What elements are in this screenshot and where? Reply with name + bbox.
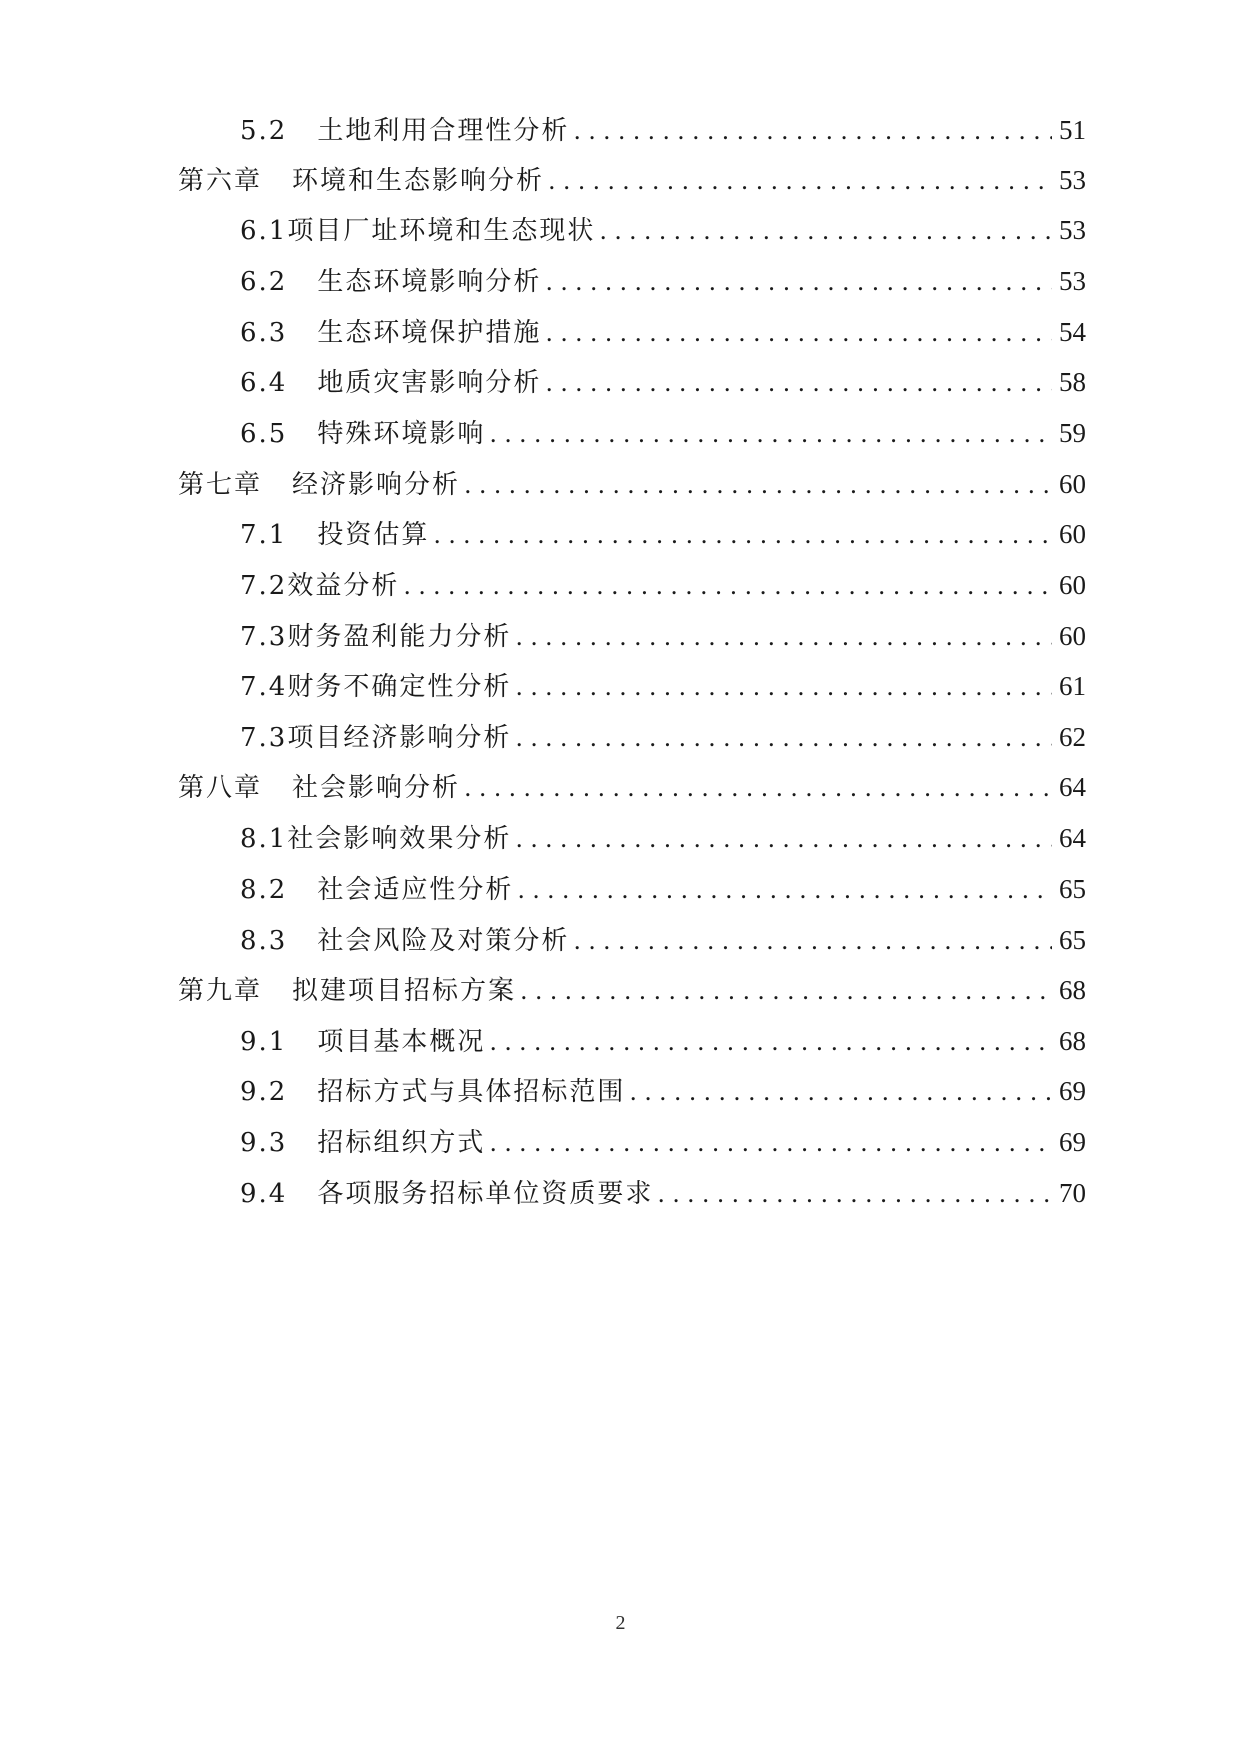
toc-entry-number: 第七章	[178, 470, 263, 500]
toc-entry-number: 第九章	[178, 976, 263, 1006]
toc-entry-title: 土地利用合理性分析	[317, 116, 570, 146]
toc-entry-page: 53	[1059, 266, 1086, 296]
toc-entry-number: 9.2	[240, 1077, 288, 1107]
toc-entry[interactable]	[240, 413, 1086, 453]
toc-entry-title: 投资估算	[317, 520, 430, 550]
toc-entry-title: 拟建项目招标方案	[292, 976, 517, 1006]
toc-entry-title: 生态环境影响分析	[317, 267, 542, 297]
toc-entry-page: 59	[1059, 418, 1086, 448]
toc-entry[interactable]	[240, 110, 1086, 150]
toc-entry[interactable]	[240, 666, 1086, 706]
toc-entry-title: 各项服务招标单位资质要求	[317, 1179, 654, 1209]
toc-entry-title: 社会适应性分析	[317, 875, 514, 905]
toc-entry[interactable]	[240, 1122, 1086, 1162]
toc-entry-page: 68	[1059, 975, 1086, 1005]
toc-entry-page: 51	[1059, 115, 1086, 145]
toc-entry-title: 经济影响分析	[292, 470, 461, 500]
toc-entry[interactable]	[178, 160, 1086, 200]
toc-entry-number: 6.3	[240, 318, 288, 348]
toc-entry-title: 效益分析	[287, 571, 400, 601]
toc-entry[interactable]	[240, 818, 1086, 858]
toc-leader-dots	[403, 566, 1052, 606]
toc-entry-title: 特殊环境影响	[317, 419, 486, 449]
toc-entry-number: 第八章	[178, 773, 263, 803]
toc-entry-title: 项目基本概况	[317, 1027, 486, 1057]
toc-entry-title: 财务盈利能力分析	[287, 622, 512, 652]
toc-leader-dots	[573, 921, 1052, 961]
toc-leader-dots	[464, 465, 1052, 505]
toc-leader-dots	[548, 161, 1052, 201]
toc-entry-number: 6.1	[240, 216, 288, 246]
toc-entry-page: 60	[1059, 570, 1086, 600]
toc-entry[interactable]	[240, 565, 1086, 605]
toc-entry[interactable]	[240, 362, 1086, 402]
toc-entry[interactable]	[240, 312, 1086, 352]
toc-entry[interactable]	[178, 970, 1086, 1010]
toc-entry-title: 项目厂址环境和生态现状	[287, 216, 596, 246]
toc-leader-dots	[517, 870, 1052, 910]
toc-leader-dots	[545, 313, 1052, 353]
page-number: 2	[615, 1612, 626, 1634]
toc-entry-number: 7.3	[240, 622, 288, 652]
toc-leader-dots	[545, 363, 1052, 403]
toc-entry[interactable]	[240, 616, 1086, 656]
toc-leader-dots	[515, 718, 1052, 758]
toc-leader-dots	[520, 971, 1052, 1011]
toc-entry-title: 财务不确定性分析	[287, 672, 512, 702]
toc-entry-page: 60	[1059, 519, 1086, 549]
toc-entry-number: 7.3	[240, 723, 288, 753]
toc-entry[interactable]	[240, 1173, 1086, 1213]
toc-entry-page: 64	[1059, 772, 1086, 802]
toc-leader-dots	[515, 617, 1052, 657]
toc-entry-number: 6.2	[240, 267, 288, 297]
toc-entry[interactable]	[240, 210, 1086, 250]
toc-entry-page: 53	[1059, 215, 1086, 245]
toc-leader-dots	[629, 1072, 1052, 1112]
toc-entry[interactable]	[240, 261, 1086, 301]
toc-entry-page: 68	[1059, 1026, 1086, 1056]
toc-entry-page: 53	[1059, 165, 1086, 195]
toc-leader-dots	[573, 111, 1052, 151]
toc-entry-number: 7.2	[240, 571, 288, 601]
toc-entry-number: 第六章	[178, 166, 263, 196]
toc-leader-dots	[515, 667, 1052, 707]
toc-entry-page: 65	[1059, 925, 1086, 955]
toc-leader-dots	[489, 1123, 1052, 1163]
toc-entry-number: 8.3	[240, 926, 288, 956]
toc-entry-page: 69	[1059, 1076, 1086, 1106]
toc-entry-page: 64	[1059, 823, 1086, 853]
toc-entry-title: 生态环境保护措施	[317, 318, 542, 348]
toc-entry[interactable]	[240, 920, 1086, 960]
toc-entry-number: 6.4	[240, 368, 288, 398]
toc-entry[interactable]	[240, 1021, 1086, 1061]
toc-entry[interactable]	[240, 717, 1086, 757]
toc-entry-number: 7.1	[240, 520, 288, 550]
toc-leader-dots	[464, 768, 1052, 808]
toc-entry-number: 5.2	[240, 116, 288, 146]
toc-leader-dots	[489, 1022, 1052, 1062]
toc-entry-page: 61	[1059, 671, 1086, 701]
toc-leader-dots	[657, 1174, 1052, 1214]
toc-entry-page: 65	[1059, 874, 1086, 904]
toc-entry-title: 社会影响分析	[292, 773, 461, 803]
toc-entry-title: 环境和生态影响分析	[292, 166, 545, 196]
toc-entry[interactable]	[240, 1071, 1086, 1111]
toc-entry-title: 社会影响效果分析	[287, 824, 512, 854]
toc-entry-page: 70	[1059, 1178, 1086, 1208]
toc-entry-number: 8.2	[240, 875, 288, 905]
toc-leader-dots	[515, 819, 1052, 859]
toc-entry-number: 7.4	[240, 672, 288, 702]
toc-entry-title: 项目经济影响分析	[287, 723, 512, 753]
toc-entry-title: 招标组织方式	[317, 1128, 486, 1158]
toc-leader-dots	[489, 414, 1052, 454]
toc-entry-page: 60	[1059, 469, 1086, 499]
toc-entry-number: 6.5	[240, 419, 288, 449]
toc-entry[interactable]	[240, 869, 1086, 909]
toc-entry-title: 社会风险及对策分析	[317, 926, 570, 956]
toc-entry-number: 8.1	[240, 824, 288, 854]
toc-leader-dots	[599, 211, 1052, 251]
toc-leader-dots	[433, 515, 1052, 555]
toc-entry-page: 54	[1059, 317, 1086, 347]
toc-entry-page: 62	[1059, 722, 1086, 752]
toc-entry-page: 69	[1059, 1127, 1086, 1157]
toc-entry-number: 9.3	[240, 1128, 288, 1158]
toc-entry-number: 9.1	[240, 1027, 288, 1057]
toc-entry[interactable]	[240, 514, 1086, 554]
toc-entry-title: 地质灾害影响分析	[317, 368, 542, 398]
toc-entry-number: 9.4	[240, 1179, 288, 1209]
toc-entry-title: 招标方式与具体招标范围	[317, 1077, 626, 1107]
toc-leader-dots	[545, 262, 1052, 302]
toc-entry-page: 60	[1059, 621, 1086, 651]
toc-entry-page: 58	[1059, 367, 1086, 397]
toc-entry[interactable]	[178, 464, 1086, 504]
toc-entry[interactable]	[178, 767, 1086, 807]
